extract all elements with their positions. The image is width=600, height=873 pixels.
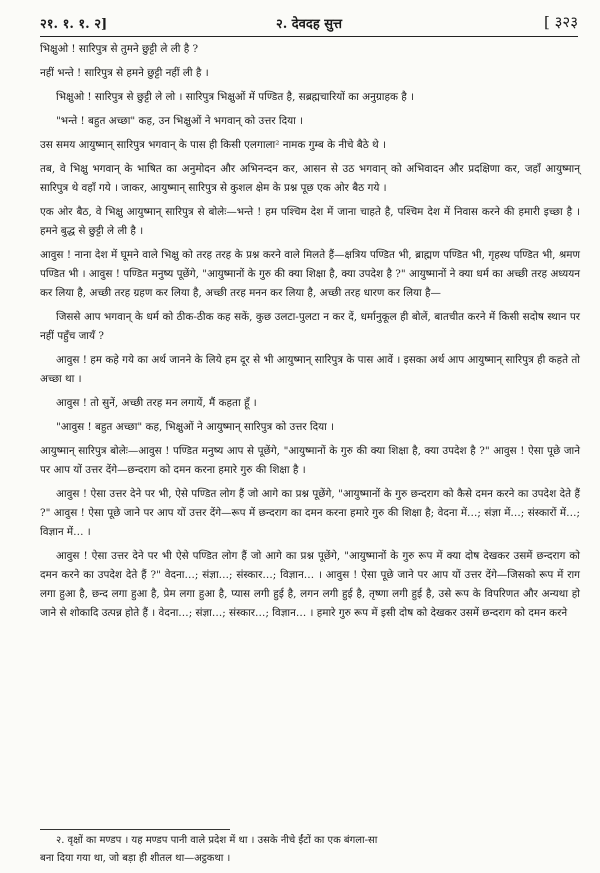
paragraph: भिक्षुओ ! सारिपुत्र से तुमने छुट्टी ले ली है ? [40,43,199,55]
paragraph: जिससे आप भगवान् के धर्म को ठीक-ठीक कह सकें, कुछ उलटा-पुलटा न कर दें, धर्मानुकूल ही बोलें, बातचीत करने में किसी सदोष स्थान पर नहीं पहुँच जायँ ? [40,311,580,342]
section-reference: २१. १. १. २] [40,17,108,32]
page-number: [ ३२३ [543,13,578,31]
paragraph: आवुस ! ऐसा उत्तर देने पर भी, ऐसे पण्डित लोग हैं जो आगे का प्रश्न पूछेंगे, "आयुष्मानों के गुरु छन्दराग को कैसे दमन करने का उपदेश देते हैं ?" आवुस ! ऐसा पूछे जाने पर आप यों उत्तर देंगे—रूप में छन्दराग का दमन करना हमारे गुरु की शिक्षा है; वेदना में…; संज्ञा में…; संस्कारों में…; विज्ञान में… । [40,488,580,538]
paragraph: नहीं भन्ते ! सारिपुत्र से हमने छुट्टी नहीं ली है । [40,67,209,79]
paragraph: आवुस ! नाना देश में घूमने वाले भिक्षु को तरह तरह के प्रश्न करने वाले मिलते हैं—क्षत्रिय पण्डित भी, ब्राह्मण पण्डित भी, गृहस्थ पण्डित भी, श्रमण पण्डित भी । आवुस ! पण्डित मनुष्य पूछेंगे, "आयुष्मानों के गुरु की क्या शिक्षा है, क्या उपदेश है ?" आयुष्मानों ने क्या धर्म का अच्छी तरह अध्ययन कर लिया है, अच्छी तरह ग्रहण कर लिया है, अच्छी तरह मनन कर लिया है, अच्छी तरह धारण कर लिया है— [40,249,580,299]
paragraph: आवुस ! हम कहे गये का अर्थ जानने के लिये हम दूर से भी आयुष्मान् सारिपुत्र के पास आवें । इसका अर्थ आप आयुष्मान् सारिपुत्र ही कहते तो अच्छा था । [40,354,580,385]
paragraph: भिक्षुओ ! सारिपुत्र से छुट्टी ले लो । सारिपुत्र भिक्षुओं में पण्डित है, सब्रह्मचारियों का अनुग्राहक है । [56,91,415,103]
header-rule [40,36,578,37]
paragraph: तब, वे भिक्षु भगवान् के भाषित का अनुमोदन और अभिनन्दन कर, आसन से उठ भगवान् को अभिवादन और प्रदक्षिणा कर, जहाँ आयुष्मान् सारिपुत्र थे वहाँ गये । जाकर, आयुष्मान् सारिपुत्र से कुशल क्षेम के प्रश्न पूछ एक ओर बैठ गये । [40,163,580,194]
paragraph: आवुस ! तो सुनें, अच्छी तरह मन लगायें, मैं कहता हूँ । [56,397,257,409]
footnote-line: २. वृक्षों का मण्डप । यह मण्डप पानी वाले प्रदेश में था । उसके नीचे ईंटों का एक बंगला-सा [56,835,378,846]
running-header [40,12,578,34]
footnote [40,832,580,868]
page-title: २. देवदह सुत्त [275,17,343,32]
paragraph: "भन्ते ! बहुत अच्छा" कह, उन भिक्षुओं ने भगवान् को उत्तर दिया । [56,115,304,127]
main-text [40,40,580,628]
footnote-line: बना दिया गया था, जो बड़ा ही शीतल था—अट्ठकथा । [40,853,231,864]
paragraph: एक ओर बैठ, वे भिक्षु आयुष्मान् सारिपुत्र से बोलेः—भन्ते ! हम पश्चिम देश में जाना चाहते है, पश्चिम देश में निवास करने की हमारी इच्छा है । हमने बुद्ध से छुट्टी ले ली है । [40,206,580,237]
paragraph: "आवुस ! बहुत अच्छा" कह, भिक्षुओं ने आयुष्मान् सारिपुत्र को उत्तर दिया । [56,421,335,433]
paragraph: आयुष्मान् सारिपुत्र बोलेः—आवुस ! पण्डित मनुष्य आप से पूछेंगे, "आयुष्मानों के गुरु की क्या शिक्षा है, क्या उपदेश है ?" आवुस ! ऐसा पूछे जाने पर आप यों उत्तर देंगे—छन्दराग को दमन करना हमारे गुरु की शिक्षा है । [40,445,580,476]
paragraph: उस समय आयुष्मान् सारिपुत्र भगवान् के पास ही किसी एलगाला² नामक गुम्ब के नीचे बैठे थे । [40,139,386,151]
paragraph: आवुस ! ऐसा उत्तर देने पर भी ऐसे पण्डित लोग हैं जो आगे का प्रश्न पूछेंगे, "आयुष्मानों के गुरु रूप में क्या दोष देखकर उसमें छन्दराग को दमन करने का उपदेश देते हैं ?" वेदना…; संज्ञा…; संस्कार…; विज्ञान… । आवुस ! ऐसा पूछे जाने पर आप यों उत्तर देंगे—जिसको रूप में राग लगा हुआ है, छन्द लगा हुआ है, प्रेम लगा हुआ है, प्यास लगी हुई है, लगन लगी हुई है, तृष्णा लगी हुई है, उसे रूप के विपरिणत और अन्यथा हो जाने से शोकादि उत्पन्न होते हैं । वेदना…; संज्ञा…; संस्कार…; विज्ञान… । हमारे गुरु रूप में इसी दोष को देखकर उसमें छन्दराग को दमन करने [40,550,580,619]
footnote-rule [40,829,230,830]
